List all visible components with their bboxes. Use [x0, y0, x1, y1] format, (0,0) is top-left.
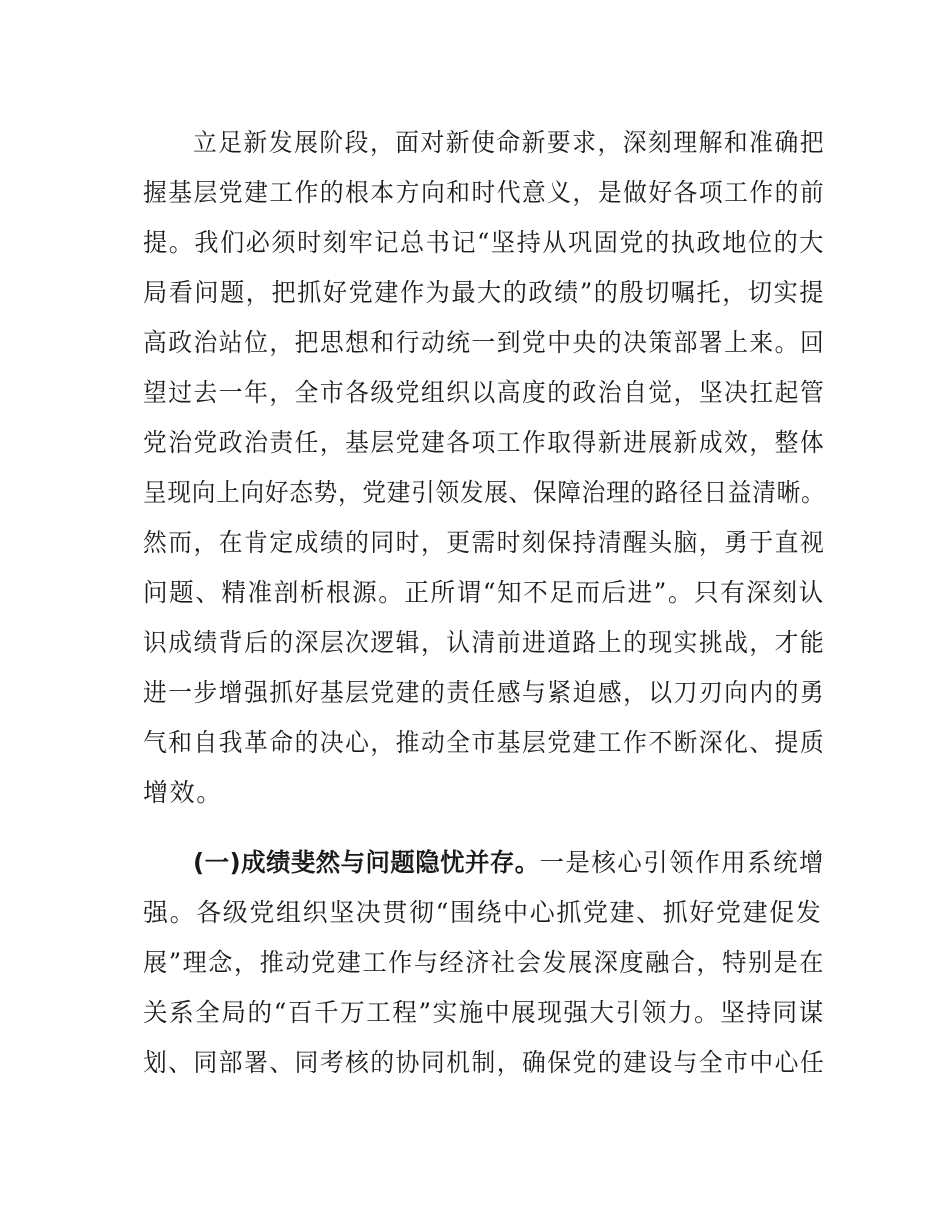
paragraph-2-line-3: 展”理念，推动党建工作与经济社会发展深度融合，特别是在	[143, 948, 825, 977]
paragraph-1-line-9: 然而，在肯定成绩的同时，更需时刻保持清醒头脑，勇于直视	[143, 528, 826, 557]
paragraph-1-line-7: 党治党政治责任，基层党建各项工作取得新进展新成效，整体	[143, 428, 826, 457]
paragraph-1-line-4: 局看问题，把抓好党建作为最大的政绩”的殷切嘱托，切实提	[143, 278, 825, 307]
paragraph-2-line-2: 强。各级党组织坚决贯彻“围绕中心抓党建、抓好党建促发	[143, 898, 823, 927]
paragraph-1-line-14: 增效。	[143, 778, 223, 807]
paragraph-2-line-1	[193, 847, 825, 879]
paragraph-1-line-11: 识成绩背后的深层次逻辑，认清前进道路上的现实挑战，才能	[143, 628, 826, 657]
paragraph-1-line-3: 提。我们必须时刻牢记总书记“坚持从巩固党的执政地位的大	[143, 228, 825, 257]
paragraph-1-line-6: 望过去一年，全市各级党组织以高度的政治自觉，坚决扛起管	[143, 378, 826, 407]
section-heading-rest: 一是核心引领作用系统增	[539, 848, 825, 877]
paragraph-1-line-13: 气和自我革命的决心，推动全市基层党建工作不断深化、提质	[143, 728, 826, 757]
paragraph-2-line-5: 划、同部署、同考核的协同机制，确保党的建设与全市中心任	[143, 1048, 826, 1077]
paragraph-1-line-12: 进一步增强抓好基层党建的责任感与紧迫感，以刀刃向内的勇	[143, 678, 826, 707]
paragraph-1-line-8: 呈现向上向好态势，党建引领发展、保障治理的路径日益清晰。	[143, 478, 826, 507]
paragraph-1-line-1: 立足新发展阶段，面对新使命新要求，深刻理解和准确把	[193, 128, 826, 157]
section-heading: (一)成绩斐然与问题隐忧并存。	[193, 848, 540, 877]
paragraph-2-line-4: 关系全局的“百千万工程”实施中展现强大引领力。坚持同谋	[143, 998, 825, 1027]
paragraph-1-line-10: 问题、精准剖析根源。正所谓“知不足而后进”。只有深刻认	[143, 578, 825, 607]
paragraph-1-line-2: 握基层党建工作的根本方向和时代意义，是做好各项工作的前	[143, 178, 826, 207]
paragraph-1-line-5: 高政治站位，把思想和行动统一到党中央的决策部署上来。回	[143, 328, 826, 357]
